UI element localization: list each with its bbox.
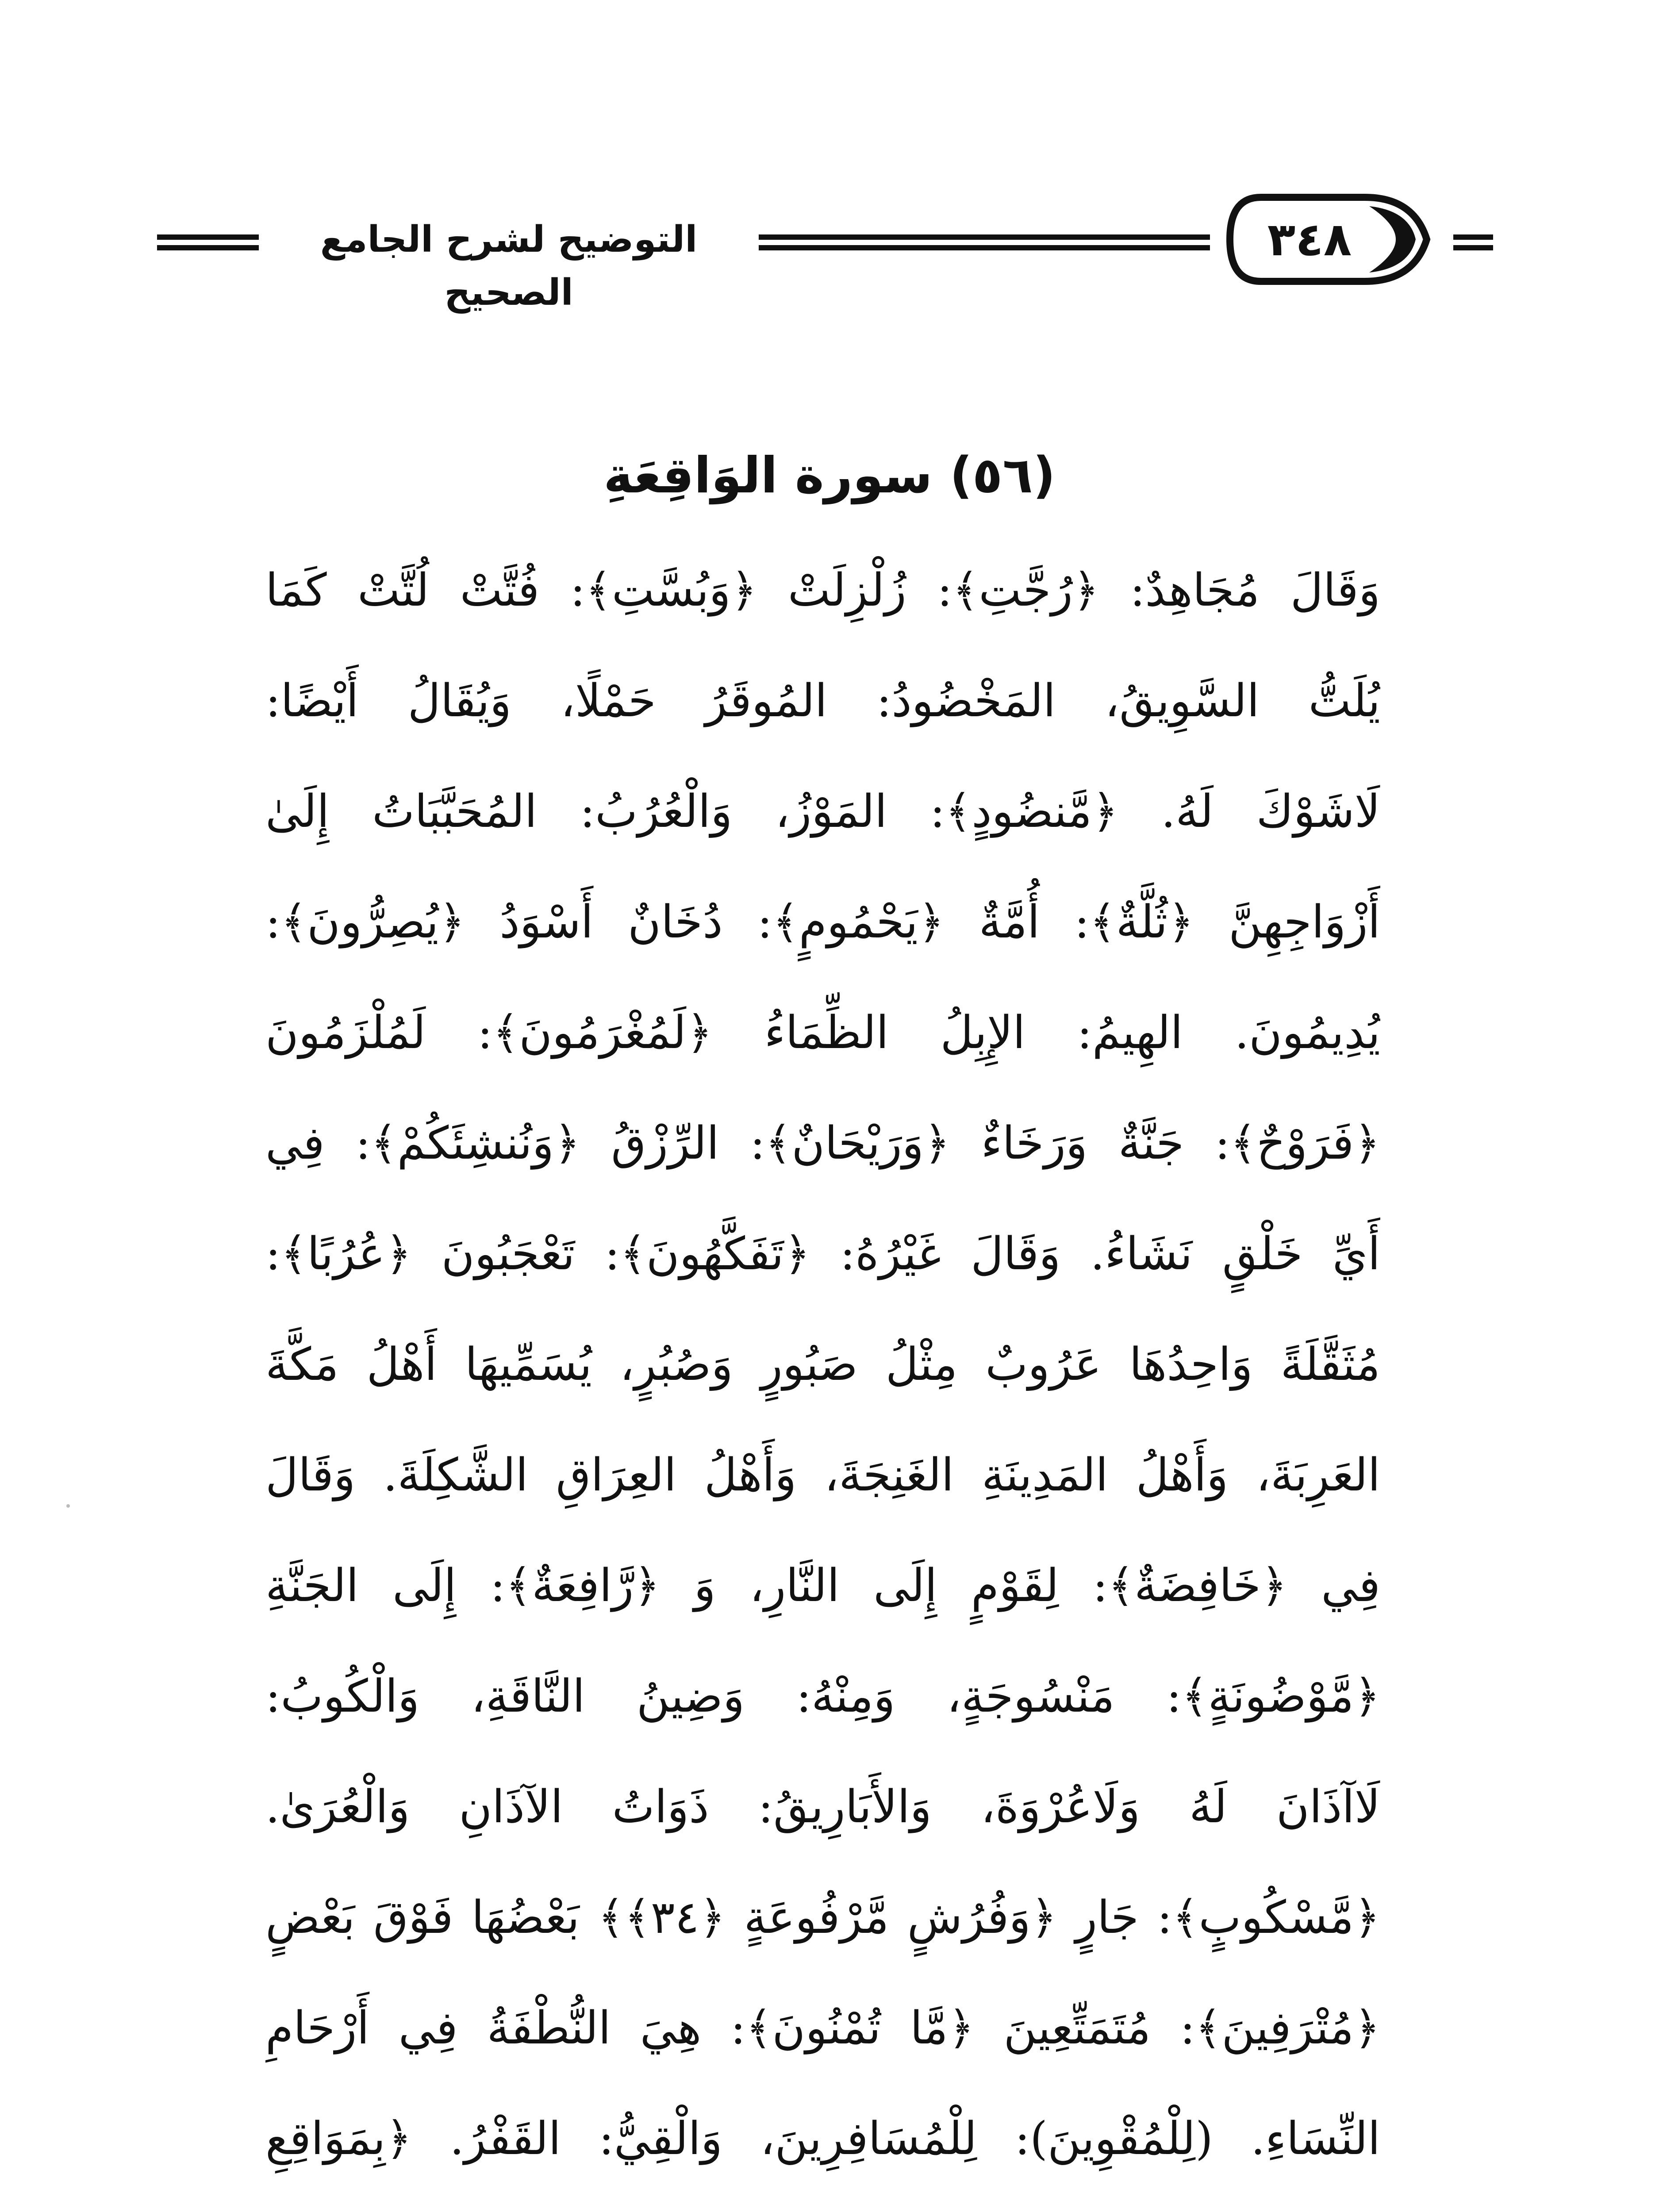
- header-rule-left: [157, 234, 259, 250]
- running-title: التوضيح لشرح الجامع الصحيح: [320, 219, 698, 314]
- text-line: وَقَالَ مُجَاهِدٌ: ﴿رُجَّتِ﴾: زُلْزِلَتْ ﴿وَبُسَّتِ﴾: فُتَّتْ لُتَّتْ كَمَا: [265, 564, 1380, 617]
- running-header: [157, 186, 1493, 314]
- text-line: مُثَقَّلَةً وَاحِدُهَا عَرُوبٌ مِثْلُ صَبُورٍ وَصُبُرٍ، يُسَمِّيهَا أَهْلُ مَكَّةَ: [265, 1338, 1380, 1391]
- page-number: ٣٤٨: [1267, 212, 1352, 266]
- text-line: ﴿مَّسْكُوبٍ﴾: جَارٍ ﴿وَفُرُشٍ مَّرْفُوعَةٍ ﴿٣٤﴾﴾ بَعْضُهَا فَوْقَ بَعْضٍ: [265, 1891, 1380, 1944]
- page-number-badge: [1219, 188, 1440, 290]
- text-line: لَاشَوْكَ لَهُ. ﴿مَّنضُودٍ﴾: المَوْزُ، وَالْعُرُبُ: المُحَبَّبَاتُ إِلَىٰ: [265, 785, 1380, 838]
- text-line: [265, 2194, 1380, 2212]
- header-rule-middle: [759, 234, 1210, 250]
- text-line: فِي ﴿خَافِضَةٌ﴾: لِقَوْمٍ إِلَى النَّارِ، وَ ﴿رَّافِعَةٌ﴾: إِلَى الجَنَّةِ: [265, 1559, 1380, 1612]
- text-line: العَرِبَةَ، وَأَهْلُ المَدِينَةِ الغَنِجَةَ، وَأَهْلُ العِرَاقِ الشَّكِلَةَ. وَقَالَ: [265, 1449, 1380, 1502]
- text-line: ﴿مُتْرَفِينَ﴾: مُتَمَتِّعِينَ ﴿مَّا تُمْنُونَ﴾: هِيَ النُّطْفَةُ فِي أَرْحَامِ: [265, 2002, 1380, 2055]
- text-line: أَيِّ خَلْقٍ نَشَاءُ. وَقَالَ غَيْرُهُ: ﴿تَفَكَّهُونَ﴾: تَعْجَبُونَ ﴿عُرُبًا﴾:: [265, 1228, 1380, 1280]
- header-rule-right: [1453, 234, 1493, 250]
- text-line: لَاآذَانَ لَهُ وَلَاعُرْوَةَ، وَالأَبَارِيقُ: ذَوَاتُ الآذَانِ وَالْعُرَىٰ.: [265, 1781, 1380, 1833]
- text-line: النِّسَاءِ. (لِلْمُقْوِينَ): لِلْمُسَافِرِينَ، وَالْقِيُّ: القَفْرُ. ﴿بِمَوَاقِعِ: [265, 2112, 1380, 2165]
- text-line: ﴿مَّوْضُونَةٍ﴾: مَنْسُوجَةٍ، وَمِنْهُ: وَضِينُ النَّاقَةِ، وَالْكُوبُ:: [265, 1670, 1380, 1723]
- scan-speck: [66, 1504, 70, 1508]
- body-text: [265, 535, 1380, 2212]
- text-line: ﴿فَرَوْحٌ﴾: جَنَّةٌ وَرَخَاءٌ ﴿وَرَيْحَانٌ﴾: الرِّزْقُ ﴿وَنُنشِئَكُمْ﴾: فِي: [265, 1117, 1380, 1170]
- text-line: أَزْوَاجِهِنَّ ﴿ثُلَّةٌ﴾: أُمَّةٌ ﴿يَحْمُومٍ﴾: دُخَانٌ أَسْوَدُ ﴿يُصِرُّونَ﴾:: [265, 896, 1380, 949]
- text-line: يُدِيمُونَ. الهِيمُ: الإِبِلُ الظِّمَاءُ ﴿لَمُغْرَمُونَ﴾: لَمُلْزَمُونَ: [265, 1006, 1380, 1059]
- text-line: يُلَتُّ السَّوِيقُ، المَخْضُودُ: المُوقَرُ حَمْلًا، وَيُقَالُ أَيْضًا:: [265, 675, 1380, 727]
- surah-heading: (٥٦) سورة الوَاقِعَةِ: [603, 447, 1056, 504]
